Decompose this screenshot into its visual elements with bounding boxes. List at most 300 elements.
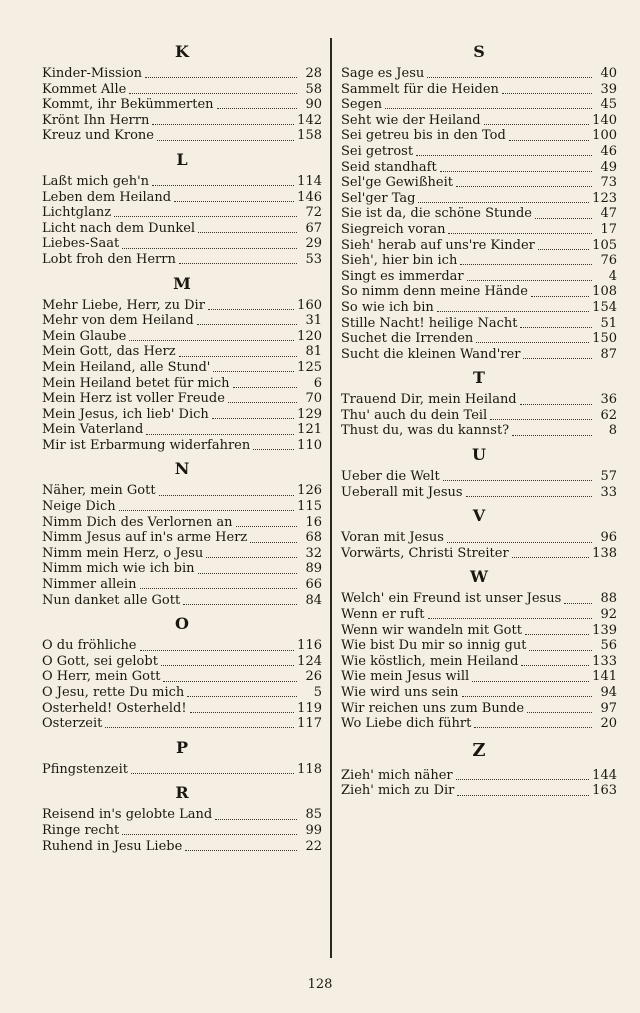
dot-leader: [490, 415, 592, 420]
entry-title: Nimm mein Herz, o Jesu: [42, 545, 204, 561]
dot-leader: [512, 431, 592, 436]
index-entry: [42, 360, 322, 376]
entry-page-number: 85: [305, 807, 322, 823]
entry-page-number: 154: [592, 299, 617, 315]
entry-title: Näher, mein Gott: [42, 483, 156, 499]
entry-title: So wie ich bin: [341, 299, 434, 315]
dot-leader: [538, 245, 589, 250]
entry-title: Mein Jesus, ich lieb' Dich: [42, 406, 209, 422]
entry-page-number: 96: [600, 530, 617, 546]
dot-leader: [159, 491, 295, 496]
index-entry: [341, 530, 617, 546]
entry-title: Kommt, ihr Bekümmerten: [42, 97, 214, 113]
section-letter: O: [175, 614, 189, 634]
dot-leader: [233, 383, 297, 388]
index-entry: [341, 654, 617, 670]
dot-leader: [152, 181, 294, 186]
entry-page-number: 129: [297, 406, 322, 422]
entry-title: Sammelt für die Heiden: [341, 81, 499, 97]
entry-title: Vorwärts, Christi Streiter: [341, 545, 509, 561]
dot-leader: [183, 600, 297, 605]
entry-title: Mein Herz ist voller Freude: [42, 391, 225, 407]
index-entry: [42, 669, 322, 685]
index-entry: [341, 607, 617, 623]
entry-page-number: 146: [297, 189, 322, 205]
dot-leader: [212, 414, 294, 419]
dot-leader: [197, 320, 297, 325]
dot-leader: [190, 708, 295, 713]
dot-leader: [427, 73, 592, 78]
entry-page-number: 29: [305, 236, 322, 252]
dot-leader: [440, 167, 592, 172]
dot-leader: [385, 104, 592, 109]
entry-page-number: 160: [297, 297, 322, 313]
entry-title: Nimm Jesus auf in's arme Herz: [42, 530, 248, 546]
entry-page-number: 68: [305, 530, 322, 546]
index-entry: [341, 316, 617, 332]
index-entry: [42, 221, 322, 237]
entry-title: Sei getrost: [341, 143, 414, 159]
dot-leader: [129, 336, 294, 341]
dot-leader: [198, 569, 298, 574]
entry-page-number: 26: [305, 669, 322, 685]
index-entry: [42, 438, 322, 454]
entry-page-number: 20: [600, 716, 617, 732]
index-entry: [341, 128, 617, 144]
entry-page-number: 40: [600, 66, 617, 81]
index-entry: [42, 530, 322, 546]
page-number: 128: [307, 977, 333, 992]
entry-page-number: 144: [592, 767, 617, 783]
dot-leader: [456, 182, 592, 187]
index-entry: [341, 347, 617, 363]
index-entry: [42, 546, 322, 562]
dot-leader: [521, 661, 589, 666]
dot-leader: [437, 307, 589, 312]
entry-title: So nimm denn meine Hände: [341, 284, 528, 300]
entry-title: Leben dem Heiland: [42, 189, 172, 205]
section-letter: L: [176, 149, 188, 169]
dot-leader: [520, 400, 592, 405]
index-entry: [42, 252, 322, 268]
index-entry: [341, 253, 617, 269]
section-letter: M: [173, 273, 191, 293]
index-entry: [341, 546, 617, 562]
index-entry: [42, 499, 322, 515]
entry-page-number: 88: [600, 591, 617, 607]
entry-page-number: 6: [313, 375, 322, 391]
index-entry: [341, 269, 617, 285]
entry-title: Mehr von dem Heiland: [42, 313, 194, 329]
index-entry: [42, 329, 322, 345]
dot-leader: [535, 214, 592, 219]
entry-page-number: 22: [305, 838, 322, 854]
section-letter: N: [174, 459, 190, 479]
entry-page-number: 158: [297, 128, 322, 144]
section-letter: S: [473, 42, 485, 61]
entry-title: Sei getreu bis in den Tod: [341, 128, 506, 144]
dot-leader: [129, 89, 297, 94]
entry-title: Nimmer allein: [42, 577, 137, 593]
entry-page-number: 51: [600, 315, 617, 331]
entry-page-number: 57: [600, 469, 617, 485]
index-entry: [341, 716, 617, 732]
entry-title: Wie bist Du mir so innig gut: [341, 638, 527, 654]
entry-title: Sieh', hier bin ich: [341, 253, 458, 269]
index-entry: [341, 685, 617, 701]
index-entry: [341, 638, 617, 654]
entry-page-number: 72: [305, 205, 322, 221]
entry-page-number: 110: [297, 437, 322, 453]
dot-leader: [456, 775, 590, 780]
entry-page-number: 53: [305, 251, 322, 267]
entry-page-number: 31: [305, 313, 322, 329]
index-entry: [42, 422, 322, 438]
entry-title: Kinder-Mission: [42, 66, 143, 81]
entry-title: Neige Dich: [42, 499, 116, 515]
index-entry: [341, 591, 617, 607]
dot-leader: [447, 538, 592, 543]
entry-page-number: 92: [600, 607, 617, 623]
entry-page-number: 58: [305, 81, 322, 97]
dot-leader: [174, 197, 294, 202]
index-entry: [42, 376, 322, 392]
entry-page-number: 116: [297, 638, 322, 654]
entry-page-number: 4: [608, 268, 617, 284]
entry-page-number: 120: [297, 328, 322, 344]
entry-page-number: 138: [592, 545, 617, 561]
entry-page-number: 99: [305, 822, 322, 838]
section-letter: U: [472, 445, 486, 465]
dot-leader: [146, 430, 294, 435]
entry-page-number: 150: [592, 331, 617, 347]
index-entry: [341, 97, 617, 113]
entry-title: Mehr Liebe, Herr, zu Dir: [42, 297, 205, 313]
index-entry: [341, 113, 617, 129]
entry-title: Sucht die kleinen Wand'rer: [341, 346, 521, 362]
entry-page-number: 87: [600, 346, 617, 362]
entry-title: Thust du, was du kannst?: [341, 423, 510, 439]
entry-title: Mein Heiland, alle Stund': [42, 359, 211, 375]
index-entry: [42, 82, 322, 98]
entry-page-number: 17: [600, 221, 617, 237]
entry-page-number: 94: [600, 685, 617, 700]
entry-page-number: 49: [600, 159, 617, 175]
dot-leader: [509, 136, 589, 141]
entry-title: Lobt froh den Herrn: [42, 251, 176, 267]
entry-title: Ueberall mit Jesus: [341, 484, 463, 500]
section-letter: Z: [472, 739, 486, 761]
entry-page-number: 115: [297, 499, 322, 515]
index-entry: [42, 66, 322, 82]
entry-title: Osterzeit: [42, 716, 103, 732]
entry-title: Seid standhaft: [341, 159, 437, 175]
entry-title: Wenn wir wandeln mit Gott: [341, 622, 522, 638]
entry-page-number: 28: [305, 66, 322, 81]
dot-leader: [466, 492, 592, 497]
dot-leader: [206, 553, 297, 558]
entry-title: Ringe recht: [42, 822, 120, 838]
entry-title: Kreuz und Krone: [42, 128, 154, 144]
dot-leader: [145, 73, 297, 78]
dot-leader: [457, 791, 589, 796]
dot-leader: [520, 323, 592, 328]
entry-title: Sage es Jesu: [341, 66, 425, 81]
dot-leader: [418, 198, 589, 203]
entry-title: Pfingstenzeit: [42, 761, 128, 777]
entry-page-number: 97: [600, 700, 617, 716]
entry-page-number: 105: [592, 237, 617, 253]
index-entry: [341, 160, 617, 176]
entry-title: Wie mein Jesus will: [341, 669, 470, 685]
dot-leader: [131, 769, 294, 774]
entry-page-number: 163: [592, 783, 617, 799]
dot-leader: [114, 212, 297, 217]
index-entry: [341, 469, 617, 485]
index-entry: [341, 783, 617, 799]
entry-title: Sel'ge Gewißheit: [341, 175, 453, 191]
entry-title: Seht wie der Heiland: [341, 112, 481, 128]
entry-page-number: 33: [600, 484, 617, 500]
entry-page-number: 89: [305, 561, 322, 577]
left-column: [42, 36, 322, 854]
index-entry: [42, 807, 322, 823]
index-entry: [42, 762, 322, 778]
entry-title: Laßt mich geh'n: [42, 173, 150, 189]
dot-leader: [198, 228, 297, 233]
entry-page-number: 84: [305, 592, 322, 608]
dot-leader: [208, 305, 294, 310]
dot-leader: [163, 677, 297, 682]
entry-title: Mein Vaterland: [42, 422, 144, 438]
index-entry: [341, 300, 617, 316]
dot-leader: [236, 522, 298, 527]
entry-page-number: 47: [600, 206, 617, 222]
entry-page-number: 117: [297, 716, 322, 732]
entry-title: Wie köstlich, mein Heiland: [341, 653, 519, 669]
dot-leader: [529, 646, 592, 651]
section-letter: R: [175, 783, 189, 803]
entry-page-number: 62: [600, 407, 617, 423]
index-entry: [42, 685, 322, 701]
entry-title: Nun danket alle Gott: [42, 592, 181, 608]
entry-page-number: 90: [305, 97, 322, 113]
dot-leader: [443, 476, 592, 481]
entry-page-number: 76: [600, 253, 617, 269]
entry-title: O du fröhliche: [42, 638, 137, 654]
entry-title: Ruhend in Jesu Liebe: [42, 838, 183, 854]
index-entry: [341, 669, 617, 685]
index-entry: [42, 128, 322, 144]
dot-leader: [472, 677, 589, 682]
index-entry: [341, 284, 617, 300]
section-letter: K: [175, 42, 189, 61]
index-entry: [341, 66, 617, 82]
dot-leader: [448, 229, 592, 234]
entry-title: Kommet Alle: [42, 81, 127, 97]
dot-leader: [523, 354, 592, 359]
index-entry: [42, 654, 322, 670]
entry-title: Welch' ein Freund ist unser Jesus: [341, 591, 562, 607]
entry-title: Zieh' mich zu Dir: [341, 783, 455, 799]
dot-leader: [152, 120, 294, 125]
entry-title: Zieh' mich näher: [341, 767, 453, 783]
dot-leader: [250, 538, 297, 543]
index-entry: [42, 344, 322, 360]
index-entry: [42, 313, 322, 329]
dot-leader: [228, 398, 297, 403]
dot-leader: [467, 276, 592, 281]
entry-title: Mein Heiland betet für mich: [42, 375, 230, 391]
entry-page-number: 139: [592, 622, 617, 638]
index-entry: [341, 768, 617, 784]
entry-page-number: 16: [305, 514, 322, 530]
index-entry: [42, 561, 322, 577]
entry-page-number: 39: [600, 81, 617, 97]
entry-page-number: 56: [600, 638, 617, 654]
index-entry: [341, 485, 617, 501]
entry-title: Singt es immerdar: [341, 268, 464, 284]
entry-page-number: 45: [600, 97, 617, 113]
entry-title: Lichtglanz: [42, 205, 112, 221]
entry-title: Krönt Ihn Herrn: [42, 112, 150, 128]
entry-page-number: 67: [305, 220, 322, 236]
index-entry: [42, 407, 322, 423]
index-entry: [341, 144, 617, 160]
entry-page-number: 133: [592, 653, 617, 669]
index-entry: [42, 391, 322, 407]
entry-title: Liebes-Saat: [42, 236, 120, 252]
entry-title: Sieh' herab auf uns're Kinder: [341, 237, 535, 253]
index-entry: [341, 238, 617, 254]
entry-title: Trauend Dir, mein Heiland: [341, 392, 517, 408]
dot-leader: [187, 692, 297, 697]
entry-title: Suchet die Irrenden: [341, 331, 474, 347]
entry-page-number: 100: [592, 128, 617, 144]
dot-leader: [564, 599, 592, 604]
index-entry: [341, 222, 617, 238]
entry-title: Wo Liebe dich führt: [341, 716, 472, 732]
dot-leader: [185, 846, 297, 851]
entry-title: Osterheld! Osterheld!: [42, 700, 187, 716]
entry-page-number: 108: [592, 284, 617, 300]
entry-title: Wenn er ruft: [341, 607, 425, 623]
index-entry: [42, 839, 322, 855]
entry-title: Ueber die Welt: [341, 469, 440, 485]
dot-leader: [105, 723, 294, 728]
index-entry: [341, 331, 617, 347]
entry-title: Stille Nacht! heilige Nacht: [341, 315, 518, 331]
index-entry: [42, 113, 322, 129]
index-entry: [341, 701, 617, 717]
dot-leader: [213, 367, 294, 372]
entry-page-number: 70: [305, 391, 322, 407]
entry-title: Mir ist Erbarmung widerfahren: [42, 437, 251, 453]
dot-leader: [215, 815, 297, 820]
index-entry: [42, 97, 322, 113]
entry-title: Wir reichen uns zum Bunde: [341, 700, 525, 716]
entry-page-number: 81: [305, 344, 322, 360]
index-entry: [42, 638, 322, 654]
entry-page-number: 118: [297, 761, 322, 777]
entry-title: Reisend in's gelobte Land: [42, 807, 213, 823]
index-entry: [42, 716, 322, 732]
entry-page-number: 121: [297, 422, 322, 438]
entry-title: O Herr, mein Gott: [42, 669, 161, 685]
right-column: [341, 36, 617, 799]
entry-title: Sel'ger Tag: [341, 190, 416, 206]
entry-title: Wie wird uns sein: [341, 685, 459, 700]
dot-leader: [140, 646, 295, 651]
entry-page-number: 142: [297, 112, 322, 128]
dot-leader: [525, 630, 589, 635]
entry-page-number: 32: [305, 545, 322, 561]
index-entry: [341, 175, 617, 191]
dot-leader: [476, 338, 589, 343]
entry-page-number: 123: [592, 190, 617, 206]
dot-leader: [527, 708, 592, 713]
entry-title: Segen: [341, 97, 382, 113]
index-entry: [341, 408, 617, 424]
entry-page-number: 66: [305, 577, 322, 593]
section-letter: P: [175, 737, 189, 757]
dot-leader: [217, 104, 297, 109]
entry-page-number: 114: [297, 173, 322, 189]
dot-leader: [161, 661, 294, 666]
entry-page-number: 36: [600, 392, 617, 408]
dot-leader: [474, 723, 592, 728]
index-entry: [42, 823, 322, 839]
entry-page-number: 124: [297, 653, 322, 669]
entry-title: O Gott, sei gelobt: [42, 653, 158, 669]
index-entry: [42, 190, 322, 206]
entry-page-number: 8: [608, 423, 617, 439]
dot-leader: [157, 136, 294, 141]
entry-title: Mein Glaube: [42, 328, 127, 344]
entry-title: Licht nach dem Dunkel: [42, 220, 196, 236]
index-entry: [42, 236, 322, 252]
entry-title: Voran mit Jesus: [341, 530, 444, 546]
dot-leader: [484, 120, 590, 125]
entry-page-number: 73: [600, 175, 617, 191]
index-entry: [341, 191, 617, 207]
dot-leader: [460, 260, 592, 265]
index-entry: [341, 82, 617, 98]
entry-page-number: 5: [313, 685, 322, 700]
dot-leader: [140, 584, 297, 589]
entry-page-number: 140: [592, 112, 617, 128]
entry-page-number: 126: [297, 483, 322, 499]
entry-title: Mein Gott, das Herz: [42, 344, 176, 360]
entry-title: Nimm Dich des Verlornen an: [42, 514, 233, 530]
entry-title: Sie ist da, die schöne Stunde: [341, 206, 532, 222]
dot-leader: [179, 259, 297, 264]
index-entry: [341, 423, 617, 439]
dot-leader: [502, 89, 592, 94]
index-entry: [42, 174, 322, 190]
section-letter: W: [470, 567, 488, 587]
dot-leader: [462, 692, 592, 697]
dot-leader: [179, 352, 297, 357]
index-entry: [42, 701, 322, 717]
entry-title: O Jesu, rette Du mich: [42, 685, 185, 700]
dot-leader: [512, 553, 589, 558]
index-entry: [42, 593, 322, 609]
dot-leader: [531, 292, 589, 297]
entry-title: Thu' auch du dein Teil: [341, 407, 488, 423]
section-letter: T: [473, 368, 485, 388]
entry-title: Siegreich voran: [341, 221, 446, 237]
